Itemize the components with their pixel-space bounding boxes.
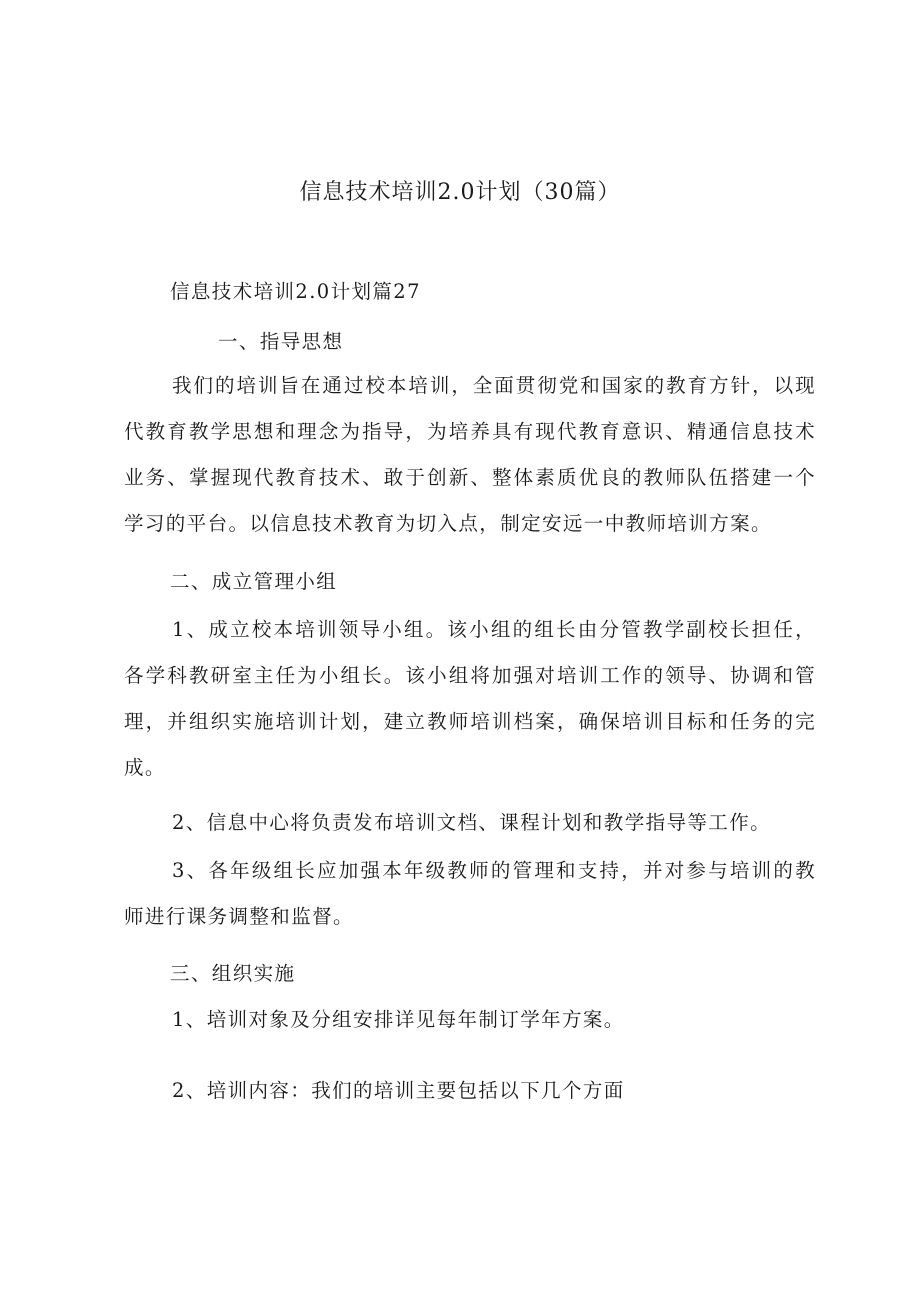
section-heading-guiding-ideology: 一、指导思想 bbox=[218, 330, 344, 353]
section-heading-management-group: 二、成立管理小组 bbox=[170, 570, 338, 593]
section2-item1-paragraph bbox=[124, 607, 816, 791]
paragraph-line: 成。 bbox=[124, 756, 166, 779]
document-subtitle: 信息技术培训2.0计划篇27 bbox=[170, 280, 421, 303]
paragraph-line: 师进行课务调整和监督。 bbox=[124, 905, 354, 928]
section-heading-organization: 三、组织实施 bbox=[170, 962, 296, 985]
paragraph-line: 各学科教研室主任为小组长。该小组将加强对培训工作的领导、协调和管 bbox=[124, 664, 816, 687]
section3-item1-paragraph bbox=[124, 997, 816, 1043]
section2-item2-paragraph bbox=[124, 800, 816, 846]
paragraph-line: 3、各年级组长应加强本年级教师的管理和支持，并对参与培训的教 bbox=[172, 859, 816, 882]
paragraph-line: 1、成立校本培训领导小组。该小组的组长由分管教学副校长担任， bbox=[172, 618, 816, 641]
paragraph-line: 我们的培训旨在通过校本培训，全面贯彻党和国家的教育方针，以现 bbox=[172, 374, 816, 397]
paragraph-line: 2、信息中心将负责发布培训文档、课程计划和教学指导等工作。 bbox=[172, 811, 772, 834]
paragraph-line: 业务、掌握现代教育技术、敢于创新、整体素质优良的教师队伍搭建一个 bbox=[124, 466, 816, 489]
paragraph-line: 理，并组织实施培训计划，建立教师培训档案，确保培训目标和任务的完 bbox=[124, 710, 816, 733]
section1-paragraph bbox=[124, 363, 816, 547]
section2-item3-paragraph bbox=[124, 848, 816, 940]
paragraph-line: 学习的平台。以信息技术教育为切入点，制定安远一中教师培训方案。 bbox=[124, 512, 772, 535]
section3-item2-paragraph bbox=[124, 1068, 816, 1114]
page-title: 信息技术培训2.0计划（30篇） bbox=[299, 180, 621, 205]
paragraph-line: 代教育教学思想和理念为指导，为培养具有现代教育意识、精通信息技术 bbox=[124, 420, 816, 443]
paragraph-line: 1、培训对象及分组安排详见每年制订学年方案。 bbox=[172, 1008, 625, 1031]
paragraph-line: 2、培训内容：我们的培训主要包括以下几个方面 bbox=[172, 1079, 625, 1102]
